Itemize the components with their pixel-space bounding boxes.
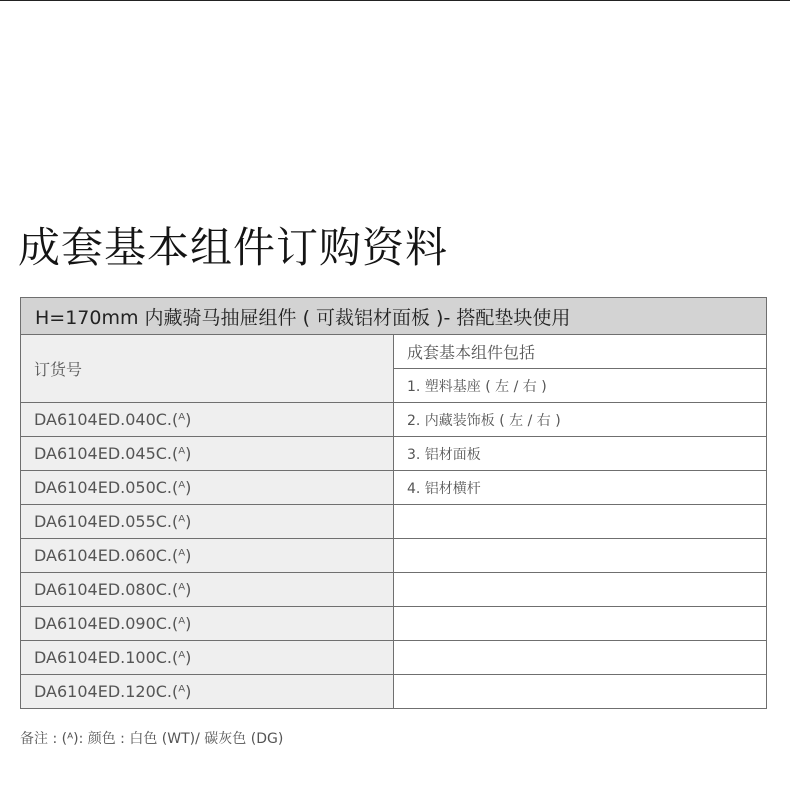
- component-item: [394, 539, 767, 573]
- table-row: [21, 403, 767, 437]
- table-header: H=170mm 内藏骑马抽屉组件 ( 可裁铝材面板 )- 搭配垫块使用: [21, 298, 767, 335]
- component-item: [394, 505, 767, 539]
- component-item: [394, 641, 767, 675]
- component-item: [394, 573, 767, 607]
- table-row: [21, 607, 767, 641]
- table-row: [21, 641, 767, 675]
- order-number: DA6104ED.080C.(ᴬ): [21, 573, 394, 607]
- table-row: [21, 471, 767, 505]
- order-number: DA6104ED.040C.(ᴬ): [21, 403, 394, 437]
- order-number: DA6104ED.045C.(ᴬ): [21, 437, 394, 471]
- table-row: [21, 539, 767, 573]
- table-row: [21, 335, 767, 369]
- component-item: 2. 内藏装饰板 ( 左 / 右 ): [394, 403, 767, 437]
- components-heading: 成套基本组件包括: [394, 335, 767, 369]
- order-number: DA6104ED.060C.(ᴬ): [21, 539, 394, 573]
- table-row: [21, 437, 767, 471]
- component-item: 3. 铝材面板: [394, 437, 767, 471]
- top-rule: [0, 0, 790, 1]
- table-header-row: [21, 298, 767, 335]
- footnote: 备注 : (ᴬ): 颜色 : 白色 (WT)/ 碳灰色 (DG): [20, 731, 284, 747]
- order-table: [20, 297, 767, 709]
- order-number: DA6104ED.055C.(ᴬ): [21, 505, 394, 539]
- order-number: DA6104ED.120C.(ᴬ): [21, 675, 394, 709]
- component-item: [394, 607, 767, 641]
- table-row: [21, 675, 767, 709]
- order-number: DA6104ED.050C.(ᴬ): [21, 471, 394, 505]
- component-item: [394, 675, 767, 709]
- table-row: [21, 573, 767, 607]
- table-row: [21, 505, 767, 539]
- component-item: 4. 铝材横杆: [394, 471, 767, 505]
- order-number: DA6104ED.100C.(ᴬ): [21, 641, 394, 675]
- order-number: DA6104ED.090C.(ᴬ): [21, 607, 394, 641]
- component-item: 1. 塑料基座 ( 左 / 右 ): [394, 369, 767, 403]
- order-number-label: 订货号: [21, 335, 394, 403]
- page-title: 成套基本组件订购资料: [18, 223, 449, 273]
